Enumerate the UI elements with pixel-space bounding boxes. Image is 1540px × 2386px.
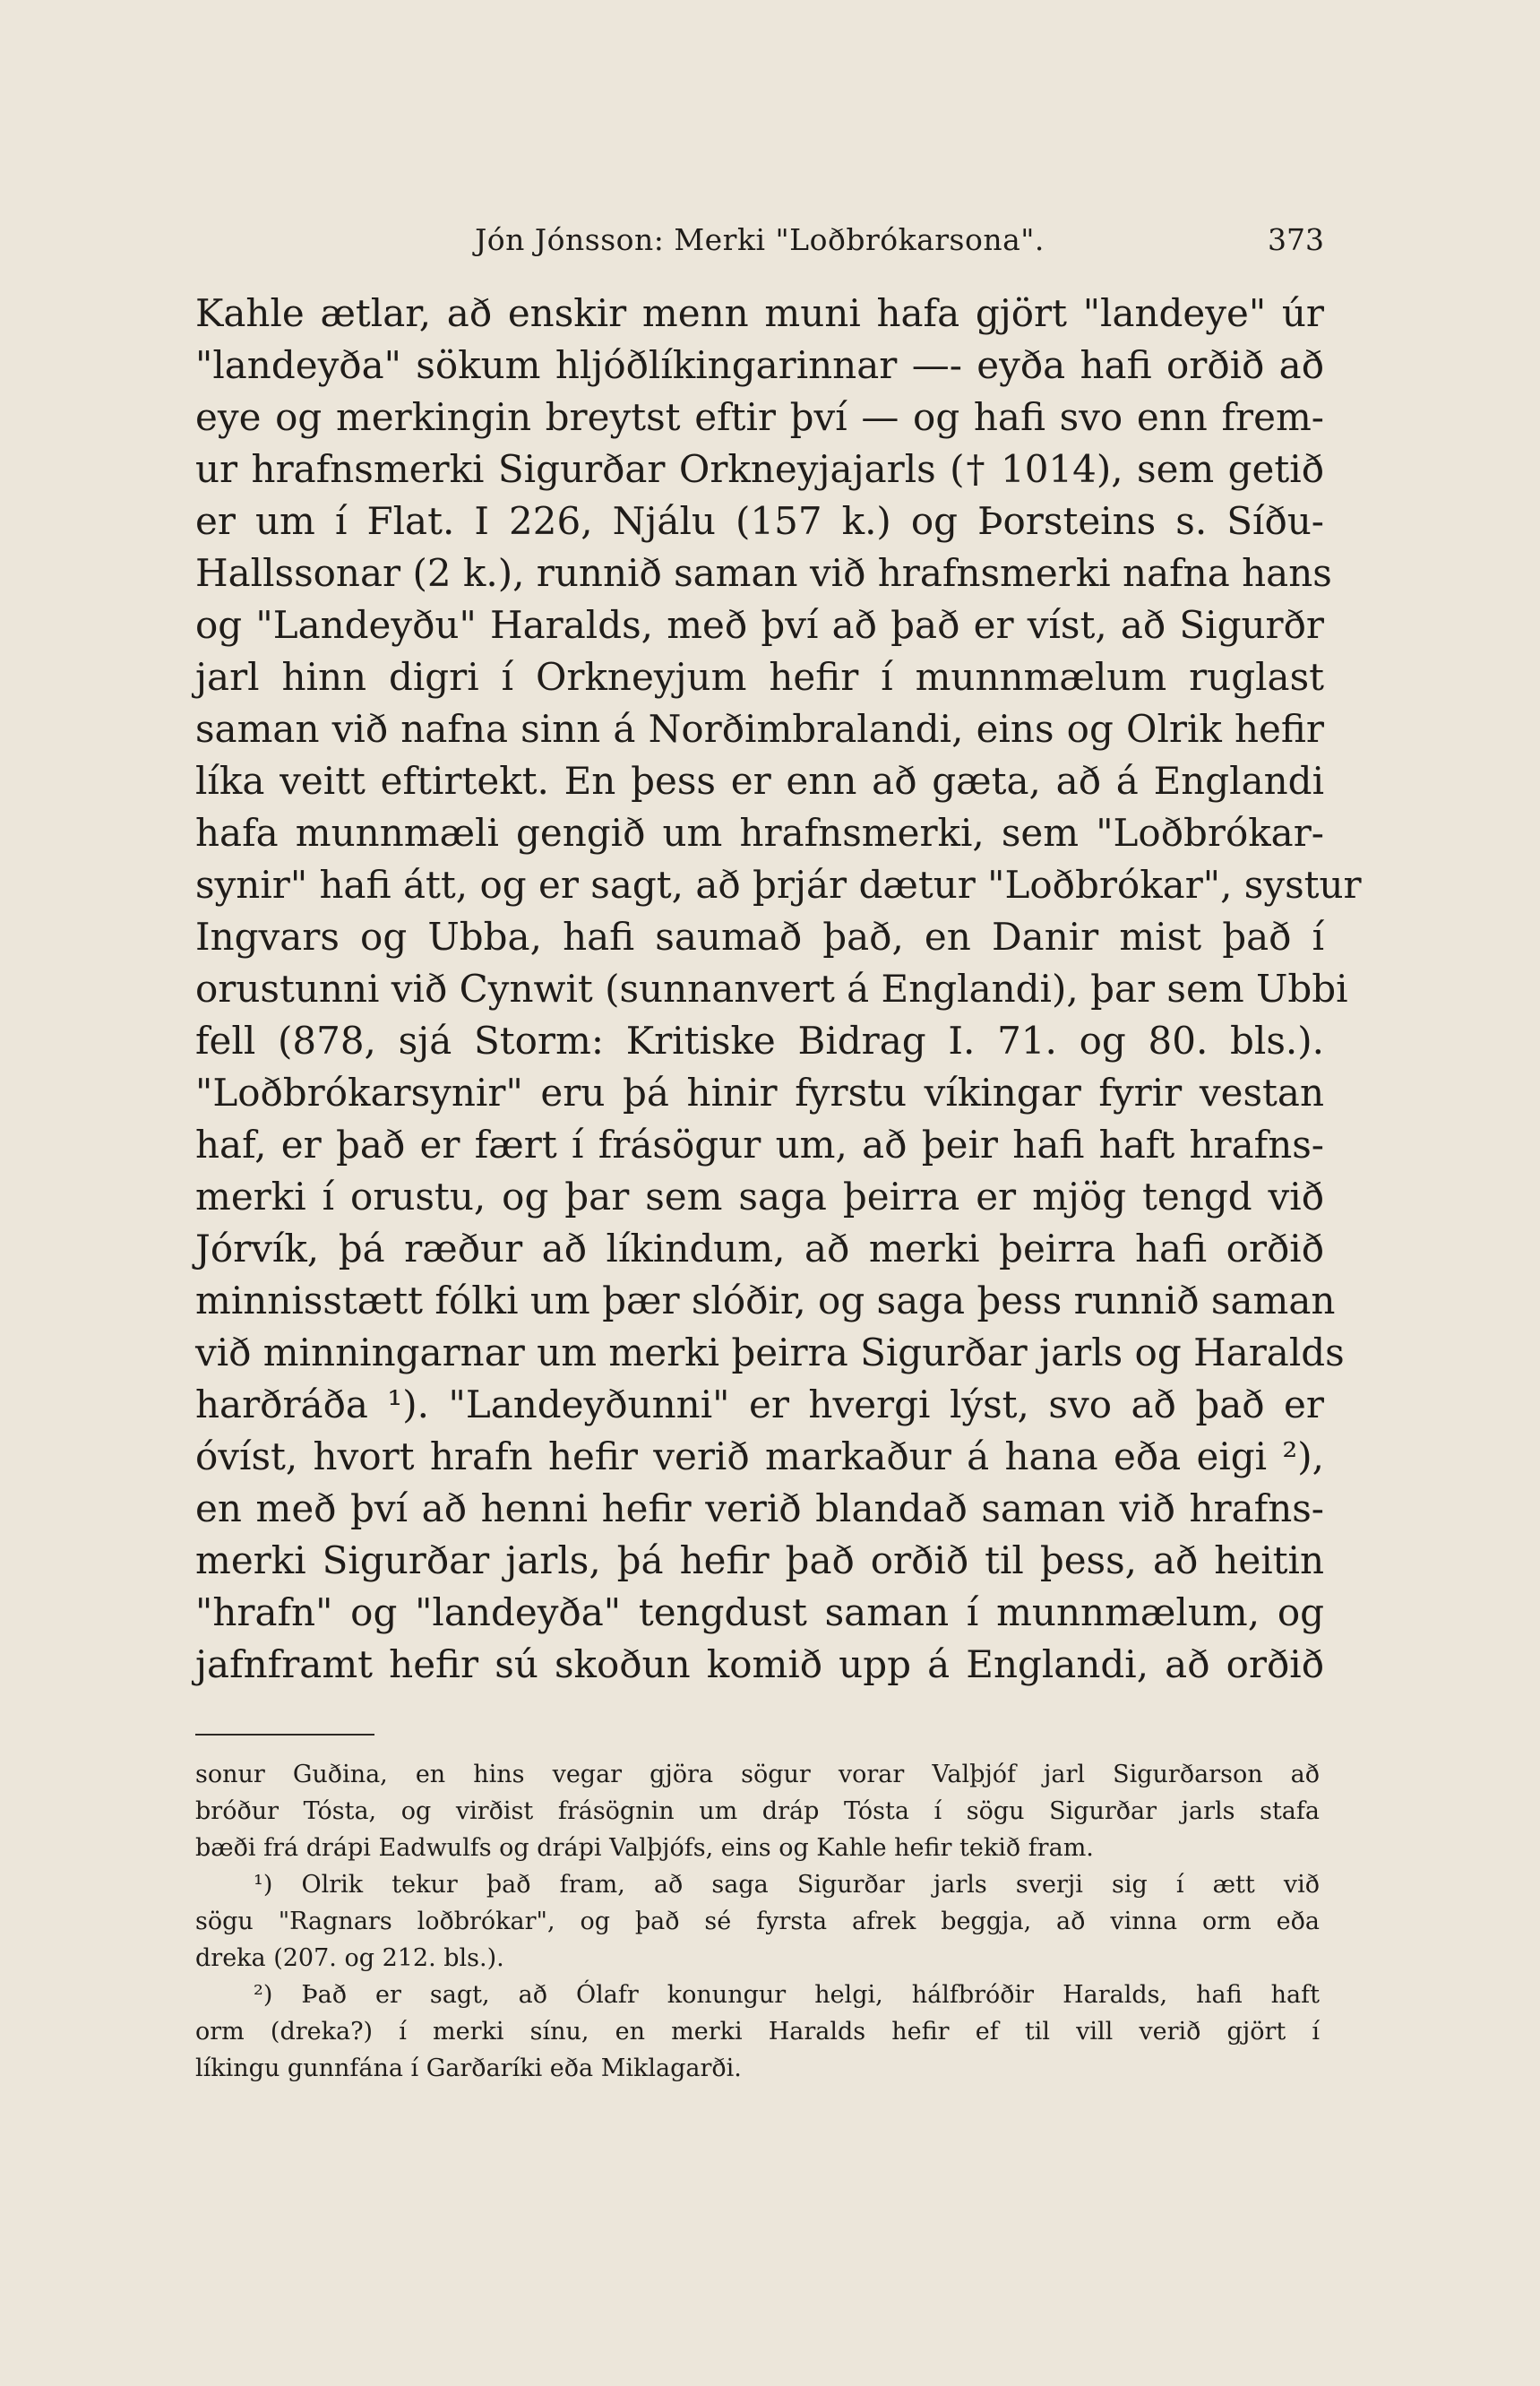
body-line: Ingvars og Ubba, hafi saumað það, en Danir mist það í (195, 915, 1324, 959)
body-line: við minningarnar um merki þeirra Sigurðar jarls og Haralds (195, 1331, 1345, 1374)
footnote-1-line: ¹) Olrik tekur það fram, að saga Sigurðar jarls sverji sig í ætt við (254, 1871, 1320, 1899)
page-number: 373 (1268, 222, 1324, 257)
body-line: Kahle ætlar, að enskir menn muni hafa gjört "landeye" úr (195, 291, 1324, 335)
body-line: er um í Flat. I 226, Njálu (157 k.) og Þorsteins s. Síðu- (195, 499, 1324, 543)
body-line: en með því að henni hefir verið blandað saman við hrafns- (195, 1486, 1324, 1530)
footnote-2-line: ²) Það er sagt, að Ólafr konungur helgi, hálfbróðir Haralds, hafi haft (254, 1981, 1320, 2009)
page-header (195, 218, 1324, 263)
body-line: Hallssonar (2 k.), runnið saman við hrafnsmerki nafna hans (195, 551, 1332, 595)
body-line: jarl hinn digri í Orkneyjum hefir í munnmælum ruglast (195, 655, 1324, 699)
body-line: eye og merkingin breytst eftir því — og hafi svo enn frem- (195, 395, 1324, 439)
body-line: saman við nafna sinn á Norðimbralandi, eins og Olrik hefir (195, 707, 1324, 751)
body-line: merki í orustu, og þar sem saga þeirra er mjög tengd við (195, 1175, 1324, 1219)
footnote-line: bróður Tósta, og virðist frásögnin um dráp Tósta í sögu Sigurðar jarls stafa (195, 1797, 1320, 1825)
body-line: minnisstætt fólki um þær slóðir, og saga þess runnið saman (195, 1279, 1336, 1322)
body-line: "landeyða" sökum hljóðlíkingarinnar —- eyða hafi orðið að (195, 343, 1324, 387)
running-title: Jón Jónsson: Merki "Loðbrókarsona". (475, 222, 1045, 257)
footnote-line: bæði frá drápi Eadwulfs og drápi Valþjófs, eins og Kahle hefir tekið fram. (195, 1834, 1094, 1862)
body-line: "Loðbrókarsynir" eru þá hinir fyrstu víkingar fyrir vestan (195, 1071, 1324, 1115)
body-line: fell (878, sjá Storm: Kritiske Bidrag I. 71. og 80. bls.). (195, 1019, 1324, 1063)
footnote-line: sonur Guðina, en hins vegar gjöra sögur vorar Valþjóf jarl Sigurðarson að (195, 1761, 1320, 1788)
body-line: óvíst, hvort hrafn hefir verið markaður á hana eða eigi ²), (195, 1434, 1324, 1478)
footnote-line: sögu "Ragnars loðbrókar", og það sé fyrsta afrek beggja, að vinna orm eða (195, 1908, 1320, 1935)
body-line: líka veitt eftirtekt. En þess er enn að gæta, að á Englandi (195, 759, 1324, 803)
body-line: "hrafn" og "landeyða" tengdust saman í munnmælum, og (195, 1590, 1324, 1634)
body-line: haf, er það er fært í frásögur um, að þeir hafi haft hrafns- (195, 1123, 1324, 1167)
footnote-line: orm (dreka?) í merki sínu, en merki Haralds hefir ef til vill verið gjört í (195, 2018, 1320, 2046)
body-line: ur hrafnsmerki Sigurðar Orkneyjajarls († 1014), sem getið (195, 447, 1324, 491)
body-line: hafa munnmæli gengið um hrafnsmerki, sem "Loðbrókar- (195, 811, 1324, 855)
body-line: og "Landeyðu" Haralds, með því að það er víst, að Sigurðr (195, 603, 1324, 647)
body-line: Jórvík, þá ræður að líkindum, að merki þeirra hafi orðið (195, 1227, 1324, 1271)
footnote-line: dreka (207. og 212. bls.). (195, 1944, 504, 1972)
footnote-line: líkingu gunnfána í Garðaríki eða Miklagarði. (195, 2054, 742, 2082)
body-line: synir" hafi átt, og er sagt, að þrjár dætur "Loðbrókar", systur (195, 863, 1362, 907)
body-line: jafnframt hefir sú skoðun komið upp á Englandi, að orðið (195, 1642, 1324, 1686)
footnote-separator-rule (195, 1734, 374, 1736)
body-line: merki Sigurðar jarls, þá hefir það orðið til þess, að heitin (195, 1538, 1324, 1582)
body-line: harðráða ¹). "Landeyðunni" er hvergi lýst, svo að það er (195, 1383, 1324, 1426)
body-line: orustunni við Cynwit (sunnanvert á Englandi), þar sem Ubbi (195, 967, 1348, 1011)
